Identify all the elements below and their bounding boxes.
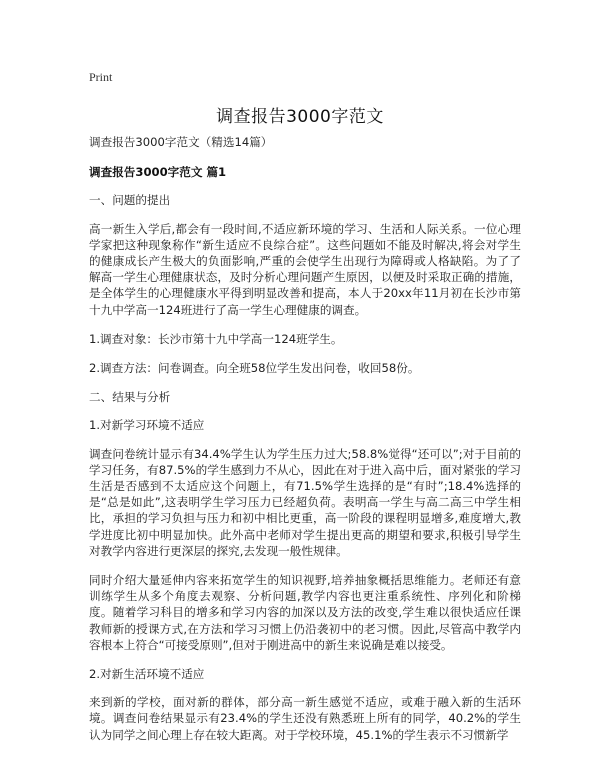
print-label: Print	[89, 70, 113, 84]
paragraph: 2.调查方法：问卷调查。向全班58位学生发出问卷，收回58份。	[89, 361, 420, 376]
subsection-heading-1: 1.对新学习环境不适应	[89, 418, 205, 433]
paragraph: 来到新的学校，面对新的群体，部分高一新生感觉不适应，或难于融入新的生活环境。调查问卷结果显示有23.4%的学生还没有熟悉班上所有的同学，40.2%的学生认为同学之间心理上存在较大距离。对于学校环境，45.1%的学生表示不习惯新学	[89, 695, 521, 742]
subsection-heading-2: 2.对新生活环境不适应	[89, 667, 205, 682]
paragraph: 高一新生入学后,都会有一段时间,不适应新环境的学习、生活和人际关系。一位心理学家把这种现象称作“新生适应不良综合症”。这些问题如不能及时解决,将会对学生的健康成长产生极大的负面影响,严重的会使学生出现行为障碍或人格缺陷。为了了解高一学生心理健康状态，及时分析心理问题产生原因，以便及时采取正确的措施，是全体学生的心理健康水平得到明显改善和提高，本人于20xx年11月初在长沙市第十九中学高一124班进行了高一学生心理健康的调查。	[89, 221, 521, 317]
section-heading-2: 二、结果与分析	[89, 390, 171, 405]
document-subtitle: 调查报告3000字范文（精选14篇）	[89, 135, 273, 149]
document-body	[89, 134, 521, 756]
section-heading-1: 一、问题的提出	[89, 193, 171, 208]
paragraph: 调查问卷统计显示有34.4%学生认为学生压力过大;58.8%觉得“还可以”;对于目前的学习任务，有87.5%的学生感到力不从心，因此在对于进入高中后，面对紧张的学习生活是否感到不太适应这个问题上，有71.5%学生选择的是“有时”;18.4%选择的是“总是如此”,这表明学生学习压力已经超负荷。表明高一学生与高二高三中学生相比，承担的学习负担与压力和初中相比更重，高一阶段的课程明显增多,难度增大,教学进度比初中明显加快。此外高中老师对学生提出更高的期望和要求,积极引导学生对教学内容进行更深层的探究,去发现一般性规律。	[89, 446, 521, 558]
article-heading: 调查报告3000字范文 篇1	[89, 165, 227, 180]
document-title: 调查报告3000字范文	[216, 107, 384, 127]
paragraph: 1.调查对象：长沙市第十九中学高一124班学生。	[89, 331, 343, 346]
paragraph: 同时介绍大量延伸内容来拓宽学生的知识视野,培养抽象概括思维能力。老师还有意训练学生从多个角度去观察、分析问题,教学内容也更注重系统性、序列化和阶梯度。随着学习科目的增多和学习内容的加深以及方法的改变,学生难以很快适应任课教师新的授课方式,在方法和学习习惯上仍沿袭初中的老习惯。因此,尽管高中教学内容根本上符合“可接受原则”,但对于刚进高中的新生来说确是难以接受。	[89, 573, 521, 652]
